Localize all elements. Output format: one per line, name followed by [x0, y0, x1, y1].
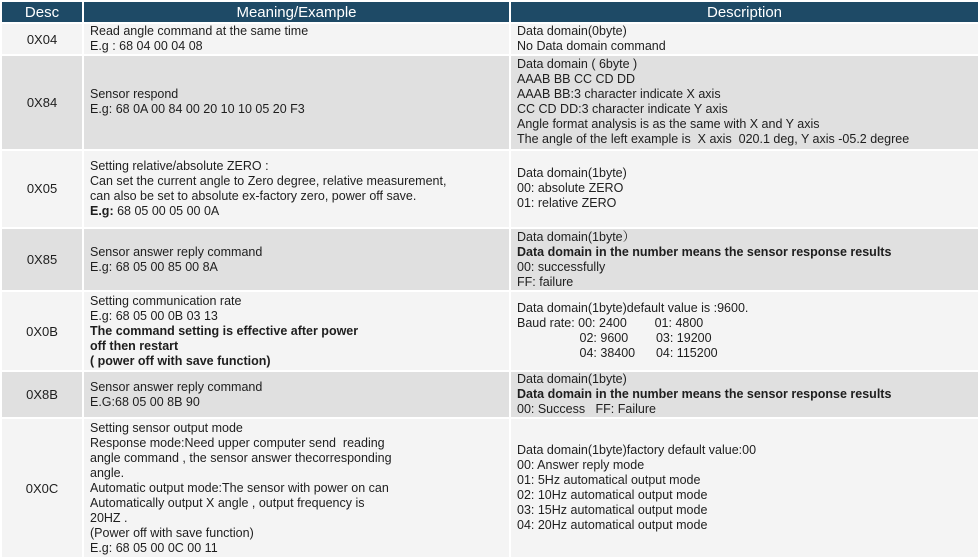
description-line: 00: absolute ZERO: [517, 181, 624, 196]
header-desc: Desc: [2, 2, 82, 22]
description-line: Data domain ( 6byte ): [517, 57, 638, 72]
meaning-line: Automatic output mode:The sensor with power on can: [90, 480, 389, 495]
description-line: 00: Answer reply mode: [517, 458, 645, 473]
description-cell: [511, 419, 978, 557]
meaning-line: Response mode:Need upper computer send reading: [90, 435, 385, 450]
meaning-line: Sensor answer reply command: [90, 244, 263, 259]
table-row: [2, 229, 978, 290]
description-line: Data domain(1byte): [517, 166, 627, 181]
table-row: [2, 151, 978, 227]
example-label: E.g:: [90, 203, 114, 218]
meaning-line: E.g: 68 05 00 85 00 8A: [90, 259, 218, 274]
description-cell: [511, 151, 978, 227]
description-line: Data domain(1byte）: [517, 229, 636, 244]
description-line: AAAB BB:3 character indicate X axis: [517, 87, 721, 102]
description-line: Data domain(0byte): [517, 24, 627, 39]
meaning-line: E.g: 68 05 00 0B 03 13: [90, 308, 218, 323]
header-meaning: Meaning/Example: [84, 2, 509, 22]
description-line: No Data domain command: [517, 39, 666, 54]
description-line: Angle format analysis is as the same with X and Y axis: [517, 117, 820, 132]
description-line: 02: 10Hz automatical output mode: [517, 488, 708, 503]
description-line: Data domain in the number means the sensor response results: [517, 387, 892, 402]
meaning-cell: [84, 56, 509, 149]
command-code: 0X0B: [2, 292, 82, 369]
meaning-line: The command setting is effective after power: [90, 323, 359, 338]
table-row: [2, 56, 978, 149]
meaning-cell: [84, 229, 509, 290]
description-line: 04: 38400 04: 115200: [517, 346, 718, 361]
table-row: [2, 292, 978, 369]
description-line: 00: Success FF: Failure: [517, 402, 656, 417]
meaning-cell: [84, 292, 509, 369]
description-cell: [511, 292, 978, 369]
meaning-line: off then restart: [90, 338, 179, 353]
meaning-line: 20HZ .: [90, 510, 128, 525]
table-row: [2, 419, 978, 557]
description-line: FF: failure: [517, 274, 574, 289]
command-code: 0X84: [2, 56, 82, 149]
meaning-cell: [84, 24, 509, 54]
meaning-line: Setting sensor output mode: [90, 420, 243, 435]
description-line: CC CD DD:3 character indicate Y axis: [517, 102, 728, 117]
command-code: 0X8B: [2, 372, 82, 417]
command-code: 0X04: [2, 24, 82, 54]
example-value: 68 05 00 05 00 0A: [113, 203, 220, 218]
meaning-line: angle command , the sensor answer thecorresponding: [90, 450, 392, 465]
table-row: [2, 372, 978, 417]
meaning-line: Sensor answer reply command: [90, 379, 263, 394]
command-code: 0X0C: [2, 419, 82, 557]
description-line: 00: successfully: [517, 259, 606, 274]
meaning-line: E.g : 68 04 00 04 08: [90, 39, 203, 54]
meaning-line: Automatically output X angle , output frequency is: [90, 495, 365, 510]
description-cell: [511, 372, 978, 417]
meaning-cell: [84, 372, 509, 417]
description-line: 01: 5Hz automatical output mode: [517, 473, 701, 488]
description-cell: [511, 56, 978, 149]
meaning-line: [90, 204, 509, 219]
description-line: Data domain(1byte): [517, 372, 627, 387]
header-row: [2, 2, 978, 22]
description-line: The angle of the left example is X axis 020.1 deg, Y axis -05.2 degree: [517, 132, 910, 147]
description-line: Baud rate: 00: 2400 01: 4800: [517, 316, 704, 331]
meaning-line: Sensor respond: [90, 87, 179, 102]
description-cell: [511, 229, 978, 290]
command-code: 0X05: [2, 151, 82, 227]
meaning-line: angle.: [90, 465, 125, 480]
meaning-line: E.g: 68 0A 00 84 00 20 10 10 05 20 F3: [90, 102, 305, 117]
description-line: Data domain(1byte)factory default value:00: [517, 443, 757, 458]
meaning-line: Read angle command at the same time: [90, 24, 309, 39]
description-line: Data domain(1byte)default value is :9600.: [517, 301, 749, 316]
meaning-line: can also be set to absolute ex-factory zero, power off save.: [90, 188, 417, 203]
description-line: 01: relative ZERO: [517, 196, 617, 211]
description-line: AAAB BB CC CD DD: [517, 72, 636, 87]
meaning-line: Setting communication rate: [90, 293, 242, 308]
meaning-cell: [84, 151, 509, 227]
description-line: 02: 9600 03: 19200: [517, 331, 712, 346]
description-line: Data domain in the number means the sensor response results: [517, 244, 892, 259]
description-line: 03: 15Hz automatical output mode: [517, 503, 708, 518]
meaning-cell: [84, 419, 509, 557]
meaning-line: Setting relative/absolute ZERO :: [90, 158, 269, 173]
meaning-line: E.G:68 05 00 8B 90: [90, 394, 200, 409]
table-row: [2, 24, 978, 54]
description-cell: [511, 24, 978, 54]
command-code: 0X85: [2, 229, 82, 290]
description-line: 04: 20Hz automatical output mode: [517, 518, 708, 533]
header-description: Description: [511, 2, 978, 22]
meaning-line: ( power off with save function): [90, 353, 271, 368]
meaning-line: E.g: 68 05 00 0C 00 11: [90, 540, 218, 555]
meaning-line: (Power off with save function): [90, 525, 254, 540]
meaning-line: Can set the current angle to Zero degree, relative measurement,: [90, 173, 447, 188]
